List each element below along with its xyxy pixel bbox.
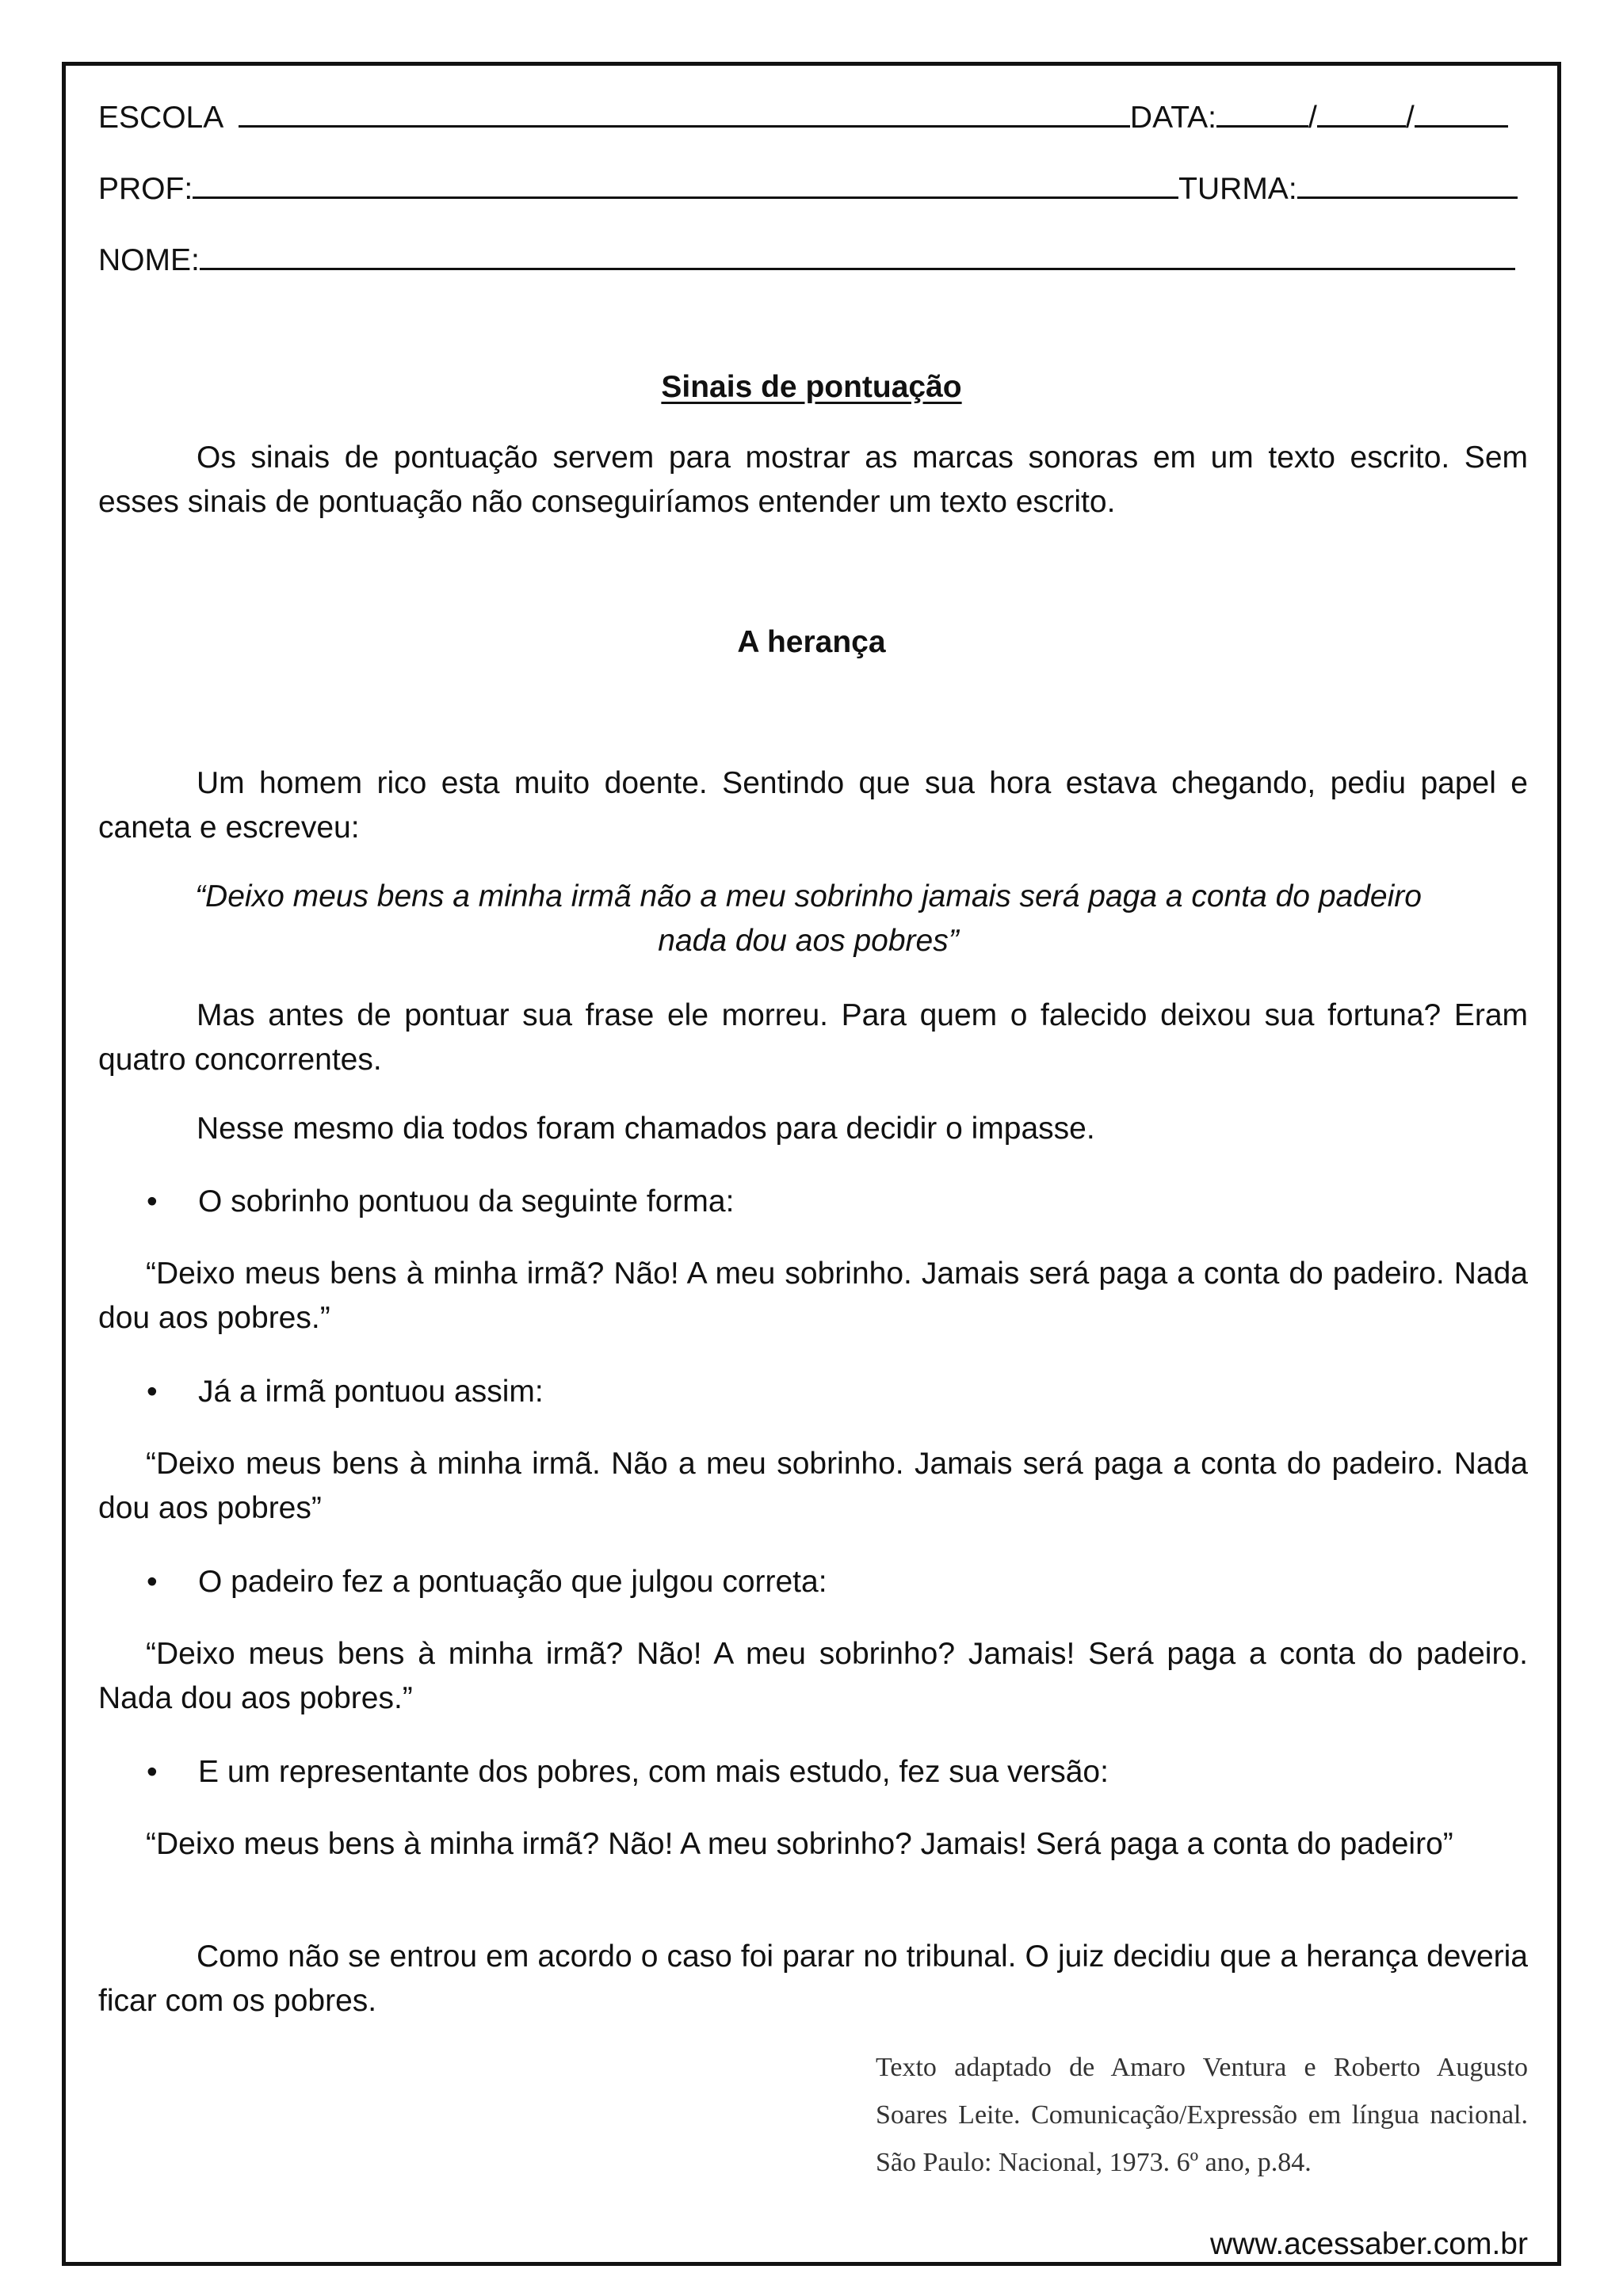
nome-field[interactable] — [200, 241, 1515, 270]
bullet-icon: • — [147, 1375, 158, 1409]
website-link[interactable]: www.acessaber.com.br — [1210, 2227, 1528, 2261]
bullet-label: O padeiro fez a pontuação que julgou correta: — [198, 1565, 827, 1599]
escola-row — [98, 98, 1508, 136]
turma-field[interactable] — [1297, 170, 1518, 199]
bullet-label: E um representante dos pobres, com mais estudo, fez sua versão: — [198, 1755, 1109, 1789]
prof-label: PROF: — [98, 172, 193, 206]
story-paragraph: Um homem rico esta muito doente. Sentindo que sua hora estava chegando, pediu papel e caneta e escreveu: — [98, 766, 1528, 845]
intro-paragraph: Os sinais de pontuação servem para mostrar as marcas sonoras em um texto escrito. Sem esses sinais de pontuação não conseguiríamos entender um texto escrito. — [98, 441, 1528, 519]
bullet-icon: • — [147, 1755, 158, 1789]
version-quote: “Deixo meus bens à minha irmã? Não! A meu sobrinho? Jamais! Será paga a conta do padeiro. Nada dou aos pobres.” — [98, 1637, 1528, 1715]
turma-label: TURMA: — [1178, 172, 1297, 206]
date-month-field[interactable] — [1317, 98, 1406, 128]
prof-field[interactable] — [193, 170, 1178, 199]
data-label: DATA: — [1129, 101, 1216, 135]
date-day-field[interactable] — [1216, 98, 1308, 128]
version-quote: “Deixo meus bens à minha irmã? Não! A meu sobrinho. Jamais será paga a conta do padeiro. Nada dou aos pobres.” — [98, 1257, 1528, 1335]
date-year-field[interactable] — [1415, 98, 1508, 128]
version-quote: “Deixo meus bens à minha irmã. Não a meu sobrinho. Jamais será paga a conta do padeiro. Nada dou aos pobres” — [98, 1447, 1528, 1525]
citation: Texto adaptado de Amaro Ventura e Roberto Augusto Soares Leite. Comunicação/Expressão em língua nacional. São Paulo: Nacional, 1973. 6º ano, p.84. — [876, 2053, 1528, 2177]
bullet-label: O sobrinho pontuou da seguinte forma: — [198, 1184, 735, 1219]
story-paragraph: Nesse mesmo dia todos foram chamados para decidir o impasse. — [197, 1112, 1095, 1146]
bullet-icon: • — [147, 1184, 158, 1219]
section-title: Sinais de pontuação — [661, 370, 962, 404]
escola-label: ESCOLA — [98, 101, 223, 135]
bullet-label: Já a irmã pontuou assim: — [198, 1375, 544, 1409]
story-title: A herança — [737, 625, 886, 659]
date-separator: / — [1405, 101, 1415, 135]
nome-row — [98, 241, 1515, 279]
bullet-icon: • — [147, 1565, 158, 1599]
prof-row — [98, 170, 1518, 208]
nome-label: NOME: — [98, 243, 200, 277]
escola-field[interactable] — [239, 98, 1130, 128]
story-paragraph: Mas antes de pontuar sua frase ele morreu. Para quem o falecido deixou sua fortuna? Eram quatro concorrentes. — [98, 998, 1528, 1077]
conclusion-paragraph: Como não se entrou em acordo o caso foi parar no tribunal. O juiz decidiu que a herança deveria ficar com os pobres. — [98, 1939, 1528, 2018]
will-quote: “Deixo meus bens a minha irmã não a meu sobrinho jamais será paga a conta do padeiro nada dou aos pobres” — [195, 879, 1422, 958]
date-separator: / — [1308, 101, 1317, 135]
version-quote: “Deixo meus bens à minha irmã? Não! A meu sobrinho? Jamais! Será paga a conta do padeiro” — [146, 1827, 1453, 1861]
